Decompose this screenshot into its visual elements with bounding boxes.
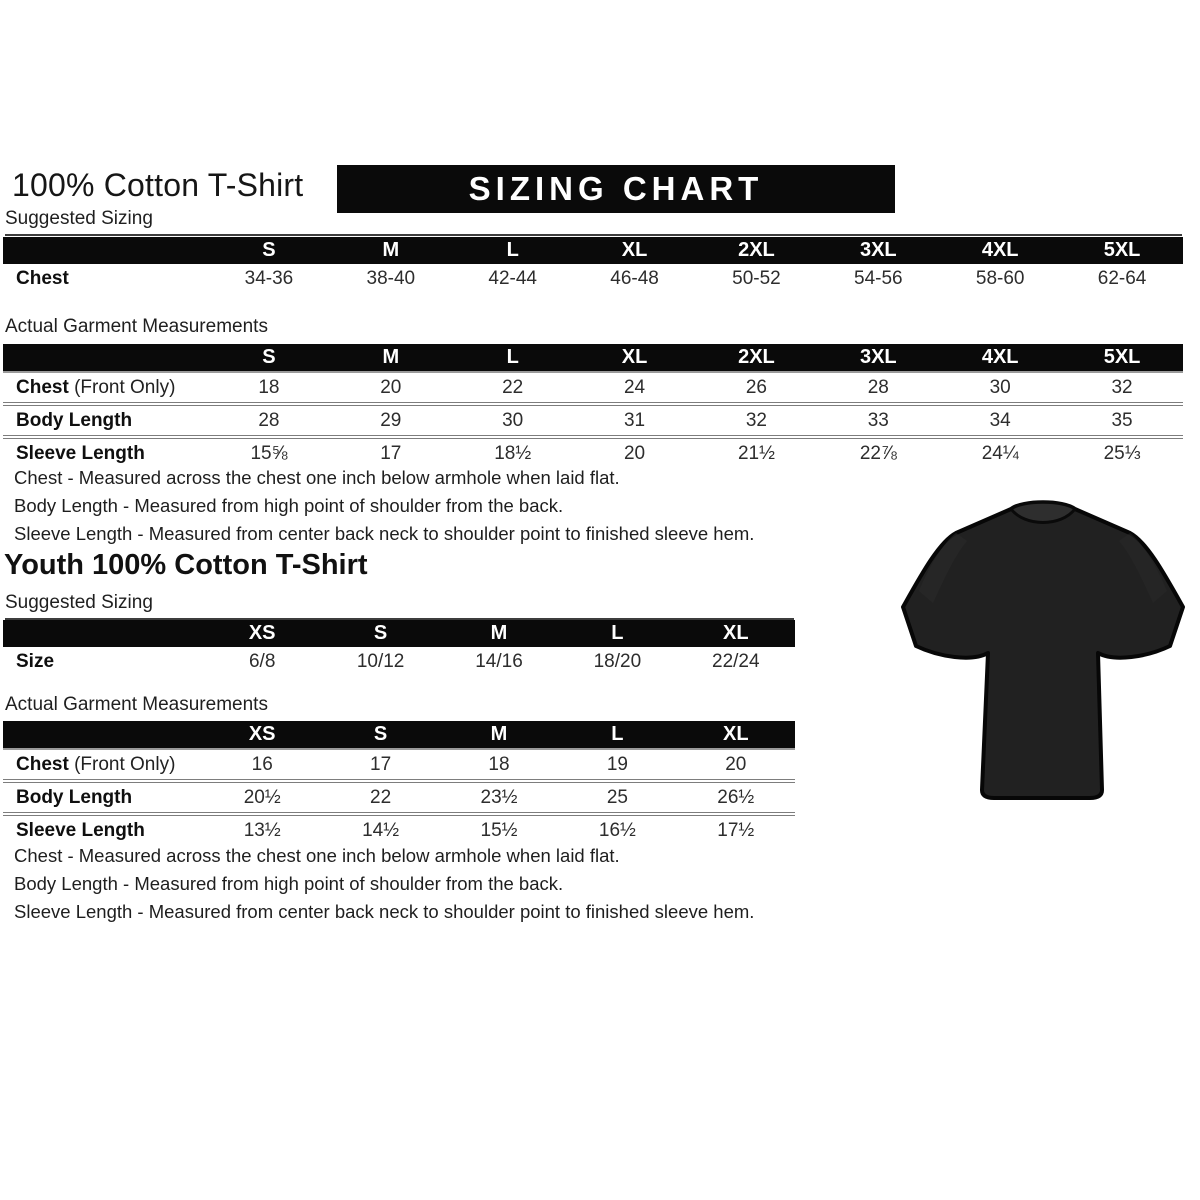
- cell-value: 50-52: [732, 267, 781, 289]
- cell-value: 29: [380, 409, 402, 431]
- cell-value: 18: [258, 376, 280, 398]
- cell-value: 22⅞: [859, 442, 897, 464]
- cell-value: 20: [725, 753, 747, 775]
- col-header-5XL: 5XL: [1103, 239, 1141, 261]
- cell-value: 13½: [243, 819, 281, 841]
- row-label: Sleeve Length: [16, 442, 145, 464]
- table-row: [3, 264, 1183, 293]
- cell-value: 18/20: [593, 650, 642, 672]
- row-label: Body Length: [16, 409, 133, 431]
- table-row: [3, 402, 1183, 435]
- cell-value: 20: [623, 442, 646, 464]
- row-label: Chest: [16, 267, 69, 289]
- table-row: [3, 748, 795, 779]
- cell-value: 14/16: [475, 650, 523, 672]
- table-header-row: [3, 721, 795, 748]
- cell-value: 10/12: [356, 650, 405, 672]
- cell-value: 17: [380, 442, 402, 464]
- cell-value: 35: [1111, 409, 1133, 431]
- cell-value: 31: [623, 409, 646, 431]
- note-line: Body Length - Measured from high point of shoulder from the back.: [14, 873, 564, 894]
- youth-suggested-sizing-label: Suggested Sizing: [5, 592, 794, 620]
- note-line: Sleeve Length - Measured from center back neck to shoulder point to finished sleeve hem.: [14, 523, 755, 544]
- cell-value: 19: [606, 753, 628, 775]
- page-title: 100% Cotton T-Shirt: [12, 167, 304, 203]
- adult-measurement-notes: [14, 464, 754, 548]
- cell-value: 26½: [717, 786, 755, 808]
- cell-value: 15½: [480, 819, 518, 841]
- cell-value: 58-60: [975, 267, 1025, 289]
- note-line: Body Length - Measured from high point of shoulder from the back.: [14, 495, 564, 516]
- col-header-M: M: [490, 723, 508, 745]
- col-header-L: L: [611, 723, 624, 745]
- black-tshirt-illustration: [893, 487, 1193, 807]
- note-line: Chest - Measured across the chest one inch below armhole when laid flat.: [14, 845, 620, 866]
- cell-value: 20½: [243, 786, 281, 808]
- cell-value: 28: [867, 376, 889, 398]
- col-header-L: L: [506, 239, 519, 261]
- cell-value: 38-40: [366, 267, 416, 289]
- cell-value: 25⅓: [1103, 442, 1141, 464]
- black-tshirt-image: [893, 487, 1193, 807]
- cell-value: 17½: [717, 819, 755, 841]
- table-row: [3, 779, 795, 812]
- adult-actual-measurements-table: [3, 344, 1183, 468]
- row-label: Sleeve Length: [16, 819, 145, 841]
- table-header-row: [3, 620, 795, 647]
- cell-value: 22/24: [712, 650, 760, 672]
- col-header-2XL: 2XL: [738, 239, 775, 261]
- cell-value: 32: [1111, 376, 1133, 398]
- cell-value: 30: [989, 376, 1011, 398]
- table-body: [3, 647, 795, 676]
- cell-value: 14½: [362, 819, 400, 841]
- sizing-chart-banner: [337, 165, 895, 213]
- col-header-4XL: 4XL: [981, 239, 1019, 261]
- col-header-XS: XS: [248, 723, 276, 745]
- table-row: [3, 371, 1183, 402]
- cell-value: 18½: [494, 442, 532, 464]
- cell-value: 28: [258, 409, 280, 431]
- cell-value: 22: [370, 786, 392, 808]
- cell-value: 32: [745, 409, 767, 431]
- col-header-L: L: [506, 346, 519, 368]
- youth-actual-measurements-table: [3, 721, 795, 845]
- col-header-3XL: 3XL: [859, 239, 897, 261]
- youth-suggested-sizing-table: [3, 620, 795, 676]
- adult-suggested-sizing-label: Suggested Sizing: [5, 208, 1182, 236]
- col-header-XL: XL: [621, 239, 648, 261]
- col-header-XS: XS: [248, 622, 276, 644]
- youth-page-title: Youth 100% Cotton T-Shirt: [4, 549, 368, 581]
- cell-value: 30: [502, 409, 524, 431]
- cell-value: 21½: [737, 442, 775, 464]
- cell-value: 15⅝: [250, 442, 288, 464]
- cell-value: 25: [606, 786, 628, 808]
- cell-value: 34-36: [244, 267, 294, 289]
- row-label: Size: [16, 650, 55, 672]
- col-header-2XL: 2XL: [738, 346, 775, 368]
- note-line: Chest - Measured across the chest one inch below armhole when laid flat.: [14, 467, 620, 488]
- col-header-XL: XL: [621, 346, 648, 368]
- table-body: [3, 748, 795, 845]
- cell-value: 26: [745, 376, 767, 398]
- cell-value: 33: [867, 409, 889, 431]
- row-label: Body Length: [16, 786, 133, 808]
- col-header-4XL: 4XL: [981, 346, 1019, 368]
- cell-value: 22: [502, 376, 524, 398]
- col-header-S: S: [373, 723, 388, 745]
- adult-suggested-sizing-table: [3, 237, 1183, 293]
- col-header-M: M: [382, 346, 400, 368]
- cell-value: 24¼: [981, 442, 1019, 464]
- col-header-XL: XL: [723, 622, 749, 644]
- table-header-row: [3, 344, 1183, 371]
- youth-measurement-notes: [14, 842, 754, 926]
- col-header-XL: XL: [723, 723, 749, 745]
- col-header-S: S: [373, 622, 388, 644]
- col-header-M: M: [490, 622, 508, 644]
- col-header-S: S: [262, 239, 276, 261]
- cell-value: 16½: [598, 819, 636, 841]
- cell-value: 6/8: [248, 650, 276, 672]
- cell-value: 17: [370, 753, 392, 775]
- col-header-S: S: [262, 346, 276, 368]
- youth-actual-measurements-label: Actual Garment Measurements: [5, 694, 268, 715]
- cell-value: 46-48: [610, 267, 659, 289]
- table-body: [3, 371, 1183, 468]
- cell-value: 42-44: [488, 267, 537, 289]
- table-header-row: [3, 237, 1183, 264]
- cell-value: 20: [380, 376, 402, 398]
- note-line: Sleeve Length - Measured from center back neck to shoulder point to finished sleeve hem.: [14, 901, 755, 922]
- row-label: Chest (Front Only): [16, 376, 176, 398]
- row-label: Chest (Front Only): [16, 753, 176, 775]
- table-body: [3, 264, 1183, 293]
- cell-value: 34: [989, 409, 1011, 431]
- table-row: [3, 812, 795, 845]
- adult-actual-measurements-label: Actual Garment Measurements: [5, 316, 268, 337]
- col-header-5XL: 5XL: [1103, 346, 1141, 368]
- sizing-chart-banner-text: SIZING CHART: [468, 170, 764, 207]
- col-header-3XL: 3XL: [859, 346, 897, 368]
- cell-value: 18: [488, 753, 510, 775]
- cell-value: 23½: [480, 786, 518, 808]
- cell-value: 62-64: [1097, 267, 1147, 289]
- cell-value: 24: [623, 376, 646, 398]
- col-header-M: M: [382, 239, 400, 261]
- col-header-L: L: [611, 622, 624, 644]
- cell-value: 16: [251, 753, 273, 775]
- table-row: [3, 647, 795, 676]
- cell-value: 54-56: [854, 267, 903, 289]
